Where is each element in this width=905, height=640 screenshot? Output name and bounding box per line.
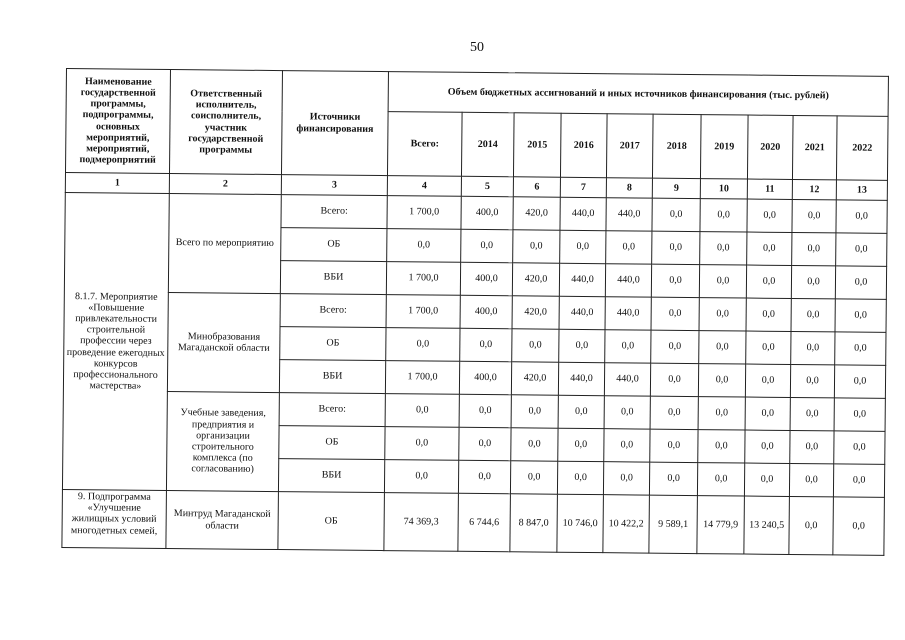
value-cell: 0,0 [559,329,605,362]
column-number: 6 [513,177,560,197]
table-row [64,291,886,332]
value-cell: 0,0 [649,462,697,495]
header-year: 2017 [606,114,653,178]
source-cell: ОБ [279,426,385,460]
value-cell: 440,0 [605,297,651,330]
value-cell: 0,0 [836,233,887,266]
value-cell: 440,0 [606,198,652,231]
value-cell: 440,0 [558,362,604,395]
value-cell: 0,0 [745,430,790,463]
value-cell: 0,0 [650,429,698,462]
value-cell: 0,0 [790,364,834,397]
value-cell: 0,0 [834,365,885,398]
value-cell: 0,0 [700,199,747,232]
activity-name: 8.1.7. Мероприятие «Повышение привлекательности строительной профессии через проведение ежегодных конкурсов профессионального мастерства» [62,192,169,490]
executor-cell: Всего по мероприятию [168,193,281,293]
value-cell: 14 779,9 [697,496,745,554]
column-number: 10 [700,179,747,199]
header-year: 2021 [792,115,837,179]
value-cell: 0,0 [789,496,834,554]
value-cell: 0,0 [604,429,650,462]
header-budget-title: Объем бюджетных ассигнований и иных источников финансирования (тыс. рублей) [388,72,888,117]
value-cell: 400,0 [460,295,512,328]
value-cell: 0,0 [791,298,835,331]
value-cell: 1 700,0 [386,262,460,296]
value-cell: 0,0 [651,264,699,297]
value-cell: 13 240,5 [744,496,790,554]
header-year: 2019 [700,115,748,179]
value-cell: 400,0 [459,361,511,394]
column-number: 11 [747,179,792,199]
value-cell: 0,0 [792,199,836,232]
value-cell: 0,0 [792,232,836,265]
source-cell: ВБИ [280,261,386,295]
column-number: 4 [387,176,461,197]
value-cell: 74 369,3 [384,493,459,552]
value-cell: 1 700,0 [385,361,459,395]
value-cell: 0,0 [650,363,698,396]
value-cell: 0,0 [650,396,698,429]
value-cell: 0,0 [747,232,792,265]
value-cell: 0,0 [833,464,884,497]
source-cell: ВБИ [279,360,385,394]
value-cell: 0,0 [460,328,512,361]
value-cell: 10 422,2 [603,495,650,553]
value-cell: 0,0 [698,364,745,397]
value-cell: 400,0 [461,196,513,229]
header-year: 2015 [513,113,561,177]
source-cell: ОБ [280,327,386,361]
column-number: 7 [560,177,606,197]
value-cell: 0,0 [511,395,558,428]
value-cell: 0,0 [560,230,606,263]
value-cell: 0,0 [459,427,511,460]
page-number: 50 [470,40,484,55]
header-year: 2016 [560,113,607,177]
value-cell: 0,0 [512,329,559,362]
subprogram-row [62,489,885,555]
value-cell: 0,0 [836,200,887,233]
value-cell: 0,0 [461,229,513,262]
header-year: 2020 [747,115,793,179]
header-total: Всего: [387,112,462,177]
value-cell: 0,0 [558,428,604,461]
value-cell: 0,0 [604,396,650,429]
column-number: 9 [652,178,700,198]
source-cell: Всего: [281,195,387,229]
value-cell: 0,0 [791,265,835,298]
value-cell: 440,0 [604,363,650,396]
source-cell: Всего: [280,294,386,328]
value-cell: 0,0 [791,331,835,364]
value-cell: 0,0 [557,461,603,494]
column-number: 3 [281,175,387,196]
value-cell: 0,0 [789,463,833,496]
value-cell: 1 700,0 [387,196,461,230]
value-cell: 400,0 [460,262,512,295]
column-number: 8 [606,178,652,198]
value-cell: 0,0 [700,232,747,265]
value-cell: 0,0 [835,266,886,299]
value-cell: 0,0 [790,397,834,430]
value-cell: 0,0 [747,199,792,232]
value-cell: 0,0 [459,394,511,427]
executor-cell: Минобразования Магаданской области [167,292,280,392]
value-cell: 0,0 [699,331,746,364]
source-cell: ВБИ [278,459,384,493]
value-cell: 8 847,0 [510,494,558,552]
subprogram-executor: Минтруд Магаданской области [166,490,279,549]
header-name: Наименование государственной программы, подпрограммы, основных мероприятий, мероприятий, подмероприятий [65,69,170,174]
value-cell: 0,0 [746,298,791,331]
header-sources: Источники финансирования [281,71,388,176]
value-cell: 0,0 [746,265,791,298]
header-executor: Ответственный исполнитель, соисполнитель, участник государственной программы [169,70,282,175]
value-cell: 0,0 [835,332,886,365]
value-cell: 0,0 [699,265,746,298]
column-number: 1 [65,172,169,193]
budget-table [61,68,889,556]
table-row [63,390,885,431]
header-year: 2014 [461,112,514,176]
value-cell: 0,0 [746,331,791,364]
value-cell: 0,0 [386,328,460,362]
value-cell: 0,0 [652,231,700,264]
value-cell: 0,0 [834,431,885,464]
value-cell: 0,0 [698,397,745,430]
value-cell: 0,0 [511,428,558,461]
value-cell: 0,0 [745,397,790,430]
value-cell: 0,0 [698,430,745,463]
value-cell: 0,0 [835,299,886,332]
value-cell: 0,0 [834,398,885,431]
source-cell: ОБ [281,228,387,262]
value-cell: 1 700,0 [386,295,460,329]
value-cell: 0,0 [651,330,699,363]
value-cell: 0,0 [744,463,789,496]
value-cell: 0,0 [652,198,700,231]
value-cell: 420,0 [511,362,558,395]
column-number: 2 [169,173,281,194]
value-cell: 420,0 [512,263,559,296]
value-cell: 0,0 [605,330,651,363]
table-row [65,192,887,233]
value-cell: 0,0 [513,230,560,263]
value-cell: 420,0 [513,197,560,230]
value-cell: 0,0 [385,427,459,461]
column-number: 13 [836,180,887,200]
value-cell: 6 744,6 [458,493,511,551]
header-year: 2022 [836,116,888,180]
value-cell: 0,0 [745,364,790,397]
value-cell: 0,0 [458,460,510,493]
value-cell: 0,0 [510,461,557,494]
value-cell: 440,0 [559,296,605,329]
value-cell: 9 589,1 [649,495,698,553]
source-cell: Всего: [279,393,385,427]
subprogram-source: ОБ [278,492,385,551]
value-cell: 440,0 [559,263,605,296]
value-cell: 0,0 [697,463,744,496]
value-cell: 0,0 [699,298,746,331]
subprogram-name: 9. Подпрограмма «Улучшение жилищных условий многодетных семей, [62,489,167,548]
document-table-wrapper [61,68,888,596]
header-year: 2018 [652,114,701,178]
value-cell: 0,0 [387,229,461,263]
value-cell: 10 746,0 [557,494,604,552]
column-number: 12 [792,179,836,199]
value-cell: 0,0 [833,497,885,555]
value-cell: 420,0 [512,296,559,329]
value-cell: 440,0 [605,264,651,297]
value-cell: 0,0 [606,231,652,264]
value-cell: 440,0 [560,197,606,230]
value-cell: 0,0 [603,462,649,495]
column-number: 5 [461,176,513,196]
value-cell: 0,0 [385,394,459,428]
executor-cell: Учебные заведения, предприятия и организации строительного комплекса (по согласованию) [166,391,279,491]
value-cell: 0,0 [651,297,699,330]
value-cell: 0,0 [790,430,834,463]
value-cell: 0,0 [384,460,458,494]
value-cell: 0,0 [558,395,604,428]
